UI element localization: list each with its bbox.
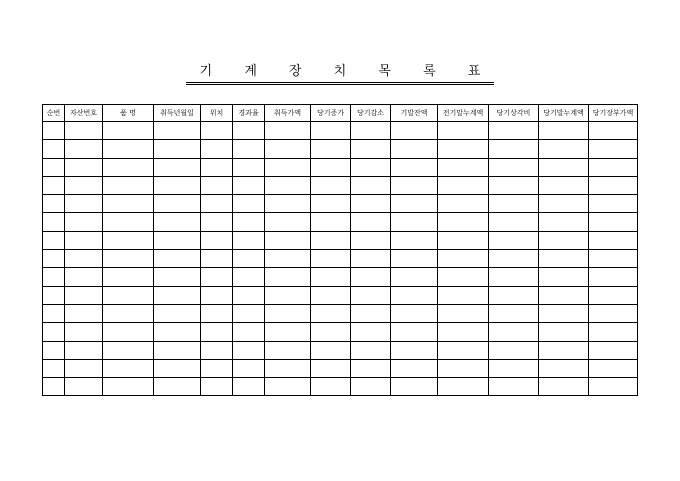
table-cell (438, 158, 489, 176)
table-cell (351, 359, 391, 377)
table-cell (233, 268, 265, 286)
table-cell (539, 158, 589, 176)
table-cell (103, 250, 154, 268)
table-cell (103, 231, 154, 249)
table-cell (103, 158, 154, 176)
table-row (43, 378, 638, 396)
table-cell (489, 122, 539, 140)
table-cell (201, 140, 233, 158)
header-cell: 전기말누계액 (438, 105, 489, 122)
table-cell (201, 195, 233, 213)
table-cell (65, 176, 103, 194)
table-row (43, 158, 638, 176)
table-cell (103, 378, 154, 396)
table-cell (154, 359, 201, 377)
table-cell (539, 378, 589, 396)
table-cell (589, 250, 638, 268)
table-cell (233, 195, 265, 213)
table-cell (589, 378, 638, 396)
table-cell (539, 268, 589, 286)
table-cell (201, 231, 233, 249)
table-cell (489, 158, 539, 176)
table-cell (391, 341, 438, 359)
table-cell (351, 195, 391, 213)
header-cell: 품 명 (103, 105, 154, 122)
header-cell: 기말잔액 (391, 105, 438, 122)
table-cell (311, 213, 351, 231)
table-cell (265, 286, 311, 304)
table-cell (351, 268, 391, 286)
table-cell (438, 213, 489, 231)
table-cell (589, 158, 638, 176)
table-cell (489, 323, 539, 341)
table-cell (65, 122, 103, 140)
table-cell (589, 304, 638, 322)
table-cell (589, 195, 638, 213)
table-cell (311, 176, 351, 194)
table-cell (539, 122, 589, 140)
table-cell (265, 195, 311, 213)
equipment-list-table (42, 104, 638, 396)
table-cell (391, 323, 438, 341)
table-cell (351, 378, 391, 396)
table-cell (489, 195, 539, 213)
table-cell (438, 341, 489, 359)
table-cell (438, 378, 489, 396)
table-cell (351, 323, 391, 341)
table-cell (43, 341, 65, 359)
table-cell (489, 140, 539, 158)
table-cell (489, 268, 539, 286)
table-cell (265, 158, 311, 176)
table-cell (438, 359, 489, 377)
table-cell (351, 158, 391, 176)
table-cell (391, 213, 438, 231)
table-cell (65, 140, 103, 158)
table-cell (265, 359, 311, 377)
header-row (43, 105, 638, 122)
table-cell (265, 304, 311, 322)
table-cell (311, 250, 351, 268)
table-cell (438, 195, 489, 213)
table-cell (265, 341, 311, 359)
table-cell (391, 176, 438, 194)
table-cell (233, 378, 265, 396)
table-cell (351, 140, 391, 158)
table-cell (201, 323, 233, 341)
table-cell (589, 122, 638, 140)
table-row (43, 140, 638, 158)
table-row (43, 195, 638, 213)
table-cell (43, 323, 65, 341)
table-cell (391, 250, 438, 268)
table-cell (43, 286, 65, 304)
table-cell (391, 359, 438, 377)
table-cell (65, 359, 103, 377)
table-cell (391, 286, 438, 304)
table-cell (233, 158, 265, 176)
table-cell (438, 286, 489, 304)
table-cell (65, 286, 103, 304)
table-cell (233, 231, 265, 249)
table-cell (201, 122, 233, 140)
table-cell (65, 323, 103, 341)
table-cell (43, 378, 65, 396)
table-cell (311, 140, 351, 158)
header-cell: 당기말누계액 (539, 105, 589, 122)
table-row (43, 176, 638, 194)
table-cell (43, 176, 65, 194)
table-row (43, 268, 638, 286)
table-cell (103, 176, 154, 194)
table-cell (233, 286, 265, 304)
table-cell (489, 231, 539, 249)
header-cell: 당기증가 (311, 105, 351, 122)
header-cell: 경과율 (233, 105, 265, 122)
table-cell (154, 341, 201, 359)
table-cell (539, 231, 589, 249)
table-cell (391, 378, 438, 396)
table-cell (391, 158, 438, 176)
table-row (43, 250, 638, 268)
table-cell (201, 304, 233, 322)
table-cell (438, 140, 489, 158)
table-cell (65, 304, 103, 322)
table-cell (265, 122, 311, 140)
table-cell (489, 176, 539, 194)
header-cell: 당기감소 (351, 105, 391, 122)
table-cell (589, 359, 638, 377)
table-cell (391, 140, 438, 158)
table-cell (351, 176, 391, 194)
table-cell (201, 158, 233, 176)
table-cell (154, 176, 201, 194)
table-cell (311, 231, 351, 249)
table-cell (351, 231, 391, 249)
table-cell (539, 359, 589, 377)
table-cell (201, 341, 233, 359)
header-cell: 당기장부가액 (589, 105, 638, 122)
table-cell (539, 176, 589, 194)
table-cell (311, 378, 351, 396)
table-cell (43, 304, 65, 322)
table-cell (311, 323, 351, 341)
table-cell (311, 158, 351, 176)
table-cell (154, 250, 201, 268)
table-cell (589, 323, 638, 341)
table-cell (265, 231, 311, 249)
table-cell (489, 304, 539, 322)
table-cell (154, 304, 201, 322)
table-cell (103, 286, 154, 304)
table-cell (539, 341, 589, 359)
header-cell: 취득가액 (265, 105, 311, 122)
table-cell (103, 341, 154, 359)
table-cell (233, 304, 265, 322)
table-cell (43, 195, 65, 213)
table-cell (43, 359, 65, 377)
table-cell (438, 304, 489, 322)
table-cell (438, 323, 489, 341)
table-cell (311, 268, 351, 286)
table-cell (233, 213, 265, 231)
table-cell (589, 286, 638, 304)
table-cell (43, 213, 65, 231)
table-cell (154, 122, 201, 140)
table-cell (201, 213, 233, 231)
table-cell (589, 268, 638, 286)
table-cell (351, 304, 391, 322)
table-row (43, 231, 638, 249)
table-cell (43, 122, 65, 140)
table-cell (65, 341, 103, 359)
table-cell (103, 304, 154, 322)
table-cell (311, 195, 351, 213)
table-cell (311, 286, 351, 304)
table-cell (103, 268, 154, 286)
title-area (0, 60, 680, 85)
table-cell (438, 122, 489, 140)
table-cell (201, 176, 233, 194)
table-cell (438, 268, 489, 286)
table-cell (154, 231, 201, 249)
table-row (43, 304, 638, 322)
table-cell (311, 341, 351, 359)
table-cell (351, 250, 391, 268)
table-cell (265, 378, 311, 396)
table-cell (489, 250, 539, 268)
table-row (43, 213, 638, 231)
table-cell (201, 268, 233, 286)
table-cell (265, 176, 311, 194)
table-cell (391, 231, 438, 249)
header-cell: 자산번호 (65, 105, 103, 122)
table-cell (589, 176, 638, 194)
table-cell (438, 250, 489, 268)
table-cell (103, 195, 154, 213)
table-cell (589, 140, 638, 158)
table-cell (65, 268, 103, 286)
table-cell (233, 122, 265, 140)
table-cell (351, 341, 391, 359)
table-cell (589, 341, 638, 359)
table-cell (589, 213, 638, 231)
table-cell (103, 140, 154, 158)
table-cell (103, 122, 154, 140)
table-cell (391, 304, 438, 322)
table-cell (43, 250, 65, 268)
table-cell (233, 140, 265, 158)
header-cell: 위치 (201, 105, 233, 122)
table-cell (233, 359, 265, 377)
table-cell (233, 323, 265, 341)
table-cell (539, 213, 589, 231)
table-cell (65, 250, 103, 268)
table-body (43, 122, 638, 396)
table-cell (201, 359, 233, 377)
table-cell (391, 122, 438, 140)
table-cell (233, 176, 265, 194)
table-cell (154, 213, 201, 231)
table-cell (65, 195, 103, 213)
table-cell (539, 323, 589, 341)
table-cell (489, 341, 539, 359)
table-cell (154, 378, 201, 396)
table-cell (154, 195, 201, 213)
table-cell (43, 158, 65, 176)
table-cell (539, 250, 589, 268)
table-cell (311, 304, 351, 322)
table-cell (539, 195, 589, 213)
table-cell (438, 231, 489, 249)
table-cell (154, 323, 201, 341)
table-cell (65, 213, 103, 231)
table-cell (233, 341, 265, 359)
table-cell (265, 213, 311, 231)
table-cell (201, 378, 233, 396)
table-cell (43, 231, 65, 249)
table-cell (103, 359, 154, 377)
table-cell (489, 359, 539, 377)
table-cell (265, 323, 311, 341)
table-cell (201, 286, 233, 304)
table-cell (391, 195, 438, 213)
header-cell: 순번 (43, 105, 65, 122)
table-cell (391, 268, 438, 286)
table-cell (351, 213, 391, 231)
table-cell (489, 286, 539, 304)
table-row (43, 122, 638, 140)
table-cell (201, 250, 233, 268)
table-cell (265, 268, 311, 286)
table-cell (311, 122, 351, 140)
table-cell (489, 213, 539, 231)
table-cell (539, 286, 589, 304)
table-cell (265, 250, 311, 268)
header-cell: 취득년월일 (154, 105, 201, 122)
table-cell (351, 122, 391, 140)
table-row (43, 286, 638, 304)
table-cell (539, 304, 589, 322)
table-cell (43, 140, 65, 158)
table-cell (154, 286, 201, 304)
table-cell (154, 158, 201, 176)
table-cell (65, 378, 103, 396)
table-cell (233, 250, 265, 268)
table-cell (351, 286, 391, 304)
table-cell (65, 158, 103, 176)
table-cell (265, 140, 311, 158)
table-row (43, 323, 638, 341)
table-cell (43, 268, 65, 286)
document-title: 기 계 장 치 목 록 표 (186, 63, 495, 85)
table-cell (589, 231, 638, 249)
table-cell (438, 176, 489, 194)
table-cell (65, 231, 103, 249)
table-cell (103, 213, 154, 231)
table-cell (154, 268, 201, 286)
table-cell (154, 140, 201, 158)
table-row (43, 341, 638, 359)
header-cell: 당기상각비 (489, 105, 539, 122)
table-cell (311, 359, 351, 377)
table-cell (489, 378, 539, 396)
table-cell (103, 323, 154, 341)
table-cell (539, 140, 589, 158)
table-row (43, 359, 638, 377)
